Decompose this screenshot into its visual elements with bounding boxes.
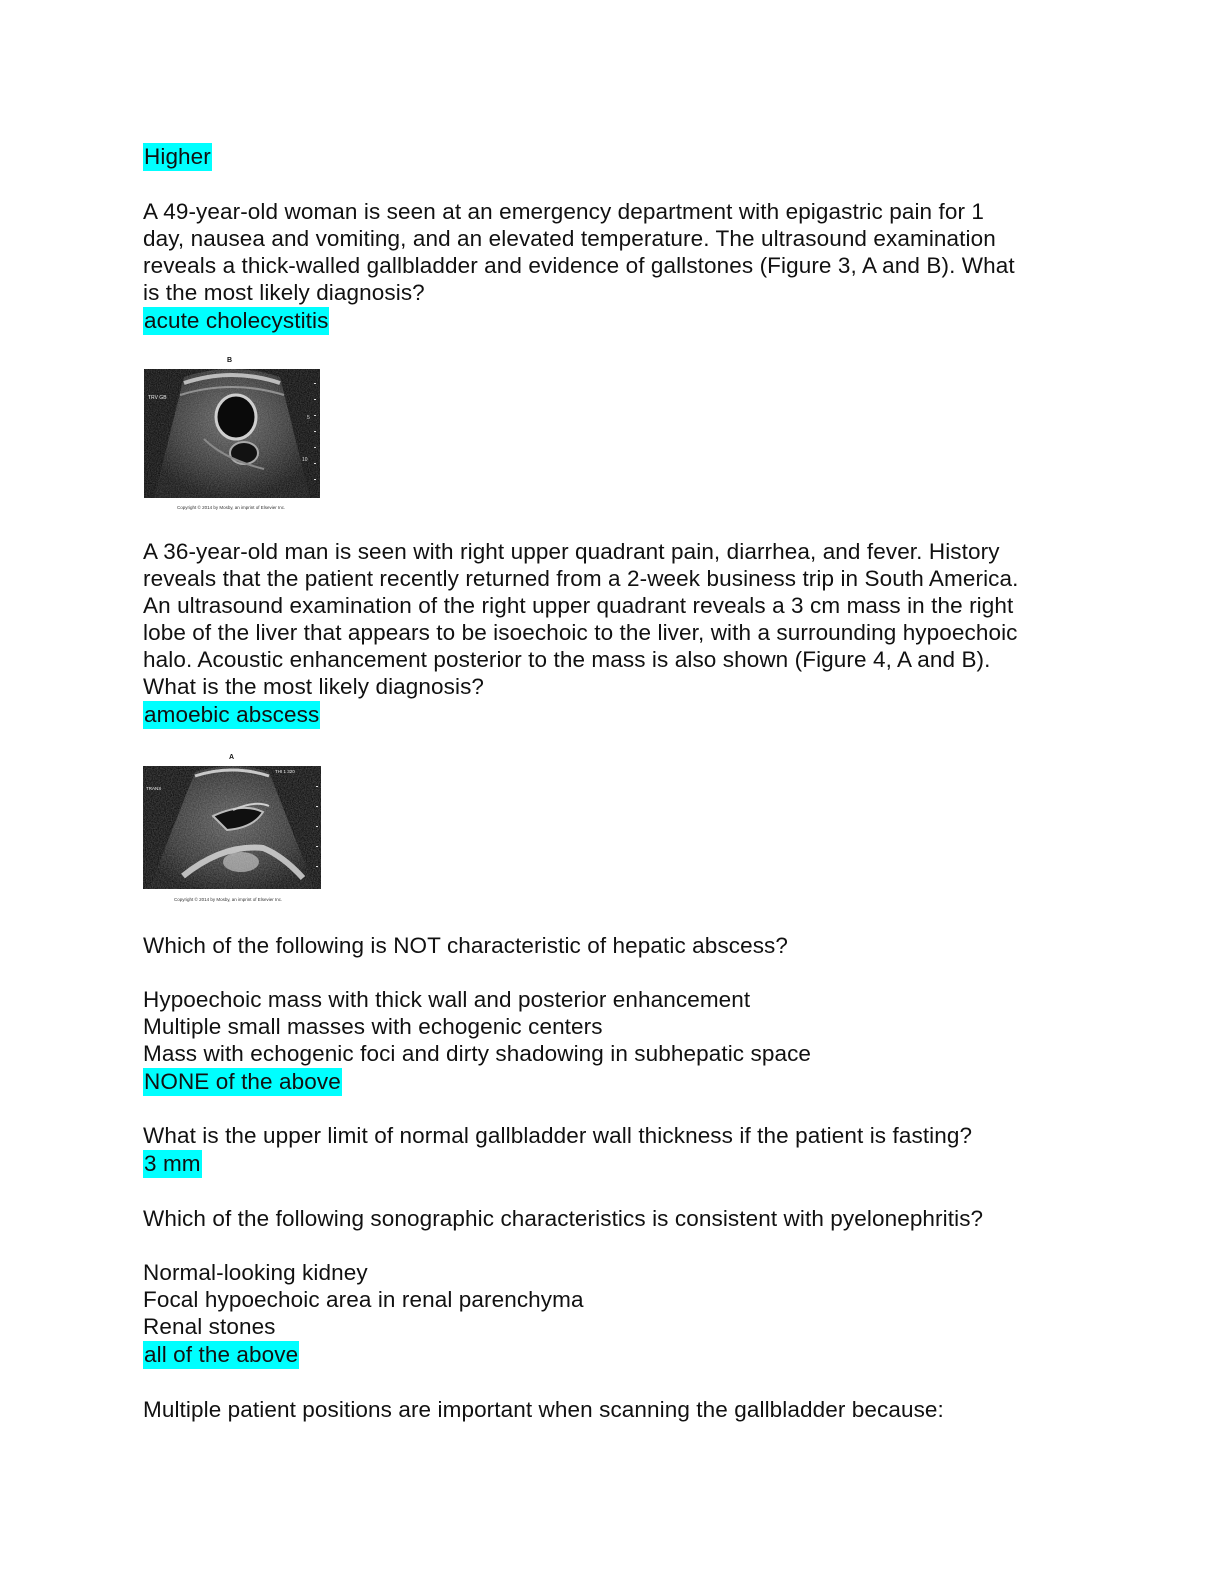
- q1-line-2: day, nausea and vomiting, and an elevated temperature. The ultrasound examination: [143, 226, 996, 251]
- q2-answer: [143, 701, 320, 728]
- figure-copyright: Copyright © 2014 by Mosby, an imprint of Elsevier Inc.: [177, 505, 286, 510]
- q2-line-6: What is the most likely diagnosis?: [143, 674, 485, 699]
- heading-highlight: Higher: [144, 144, 211, 169]
- q2-line-1: A 36-year-old man is seen with right upper quadrant pain, diarrhea, and fever. History: [143, 539, 1000, 564]
- section-heading: [143, 143, 212, 170]
- ultrasound-image-graphic: [144, 369, 320, 498]
- q3-answer-highlight: NONE of the above: [144, 1069, 341, 1094]
- q3-question: Which of the following is NOT characteristic of hepatic abscess?: [143, 933, 789, 958]
- q4-question: What is the upper limit of normal gallbladder wall thickness if the patient is fasting?: [143, 1123, 973, 1148]
- q1-line-3: reveals a thick-walled gallbladder and evidence of gallstones (Figure 3, A and B). What: [143, 253, 1015, 278]
- q5-option-2: Focal hypoechoic area in renal parenchyma: [143, 1287, 584, 1312]
- q2-line-2: reveals that the patient recently returned from a 2-week business trip in South America.: [143, 566, 1019, 591]
- ultrasound-settings-label: THI 1 320: [275, 769, 295, 774]
- q5-answer: [143, 1341, 299, 1368]
- ultrasound-image-graphic: [143, 766, 321, 889]
- q5-question: Which of the following sonographic characteristics is consistent with pyelonephritis?: [143, 1206, 984, 1231]
- ultrasound-image: [144, 369, 320, 498]
- q1-line-1: A 49-year-old woman is seen at an emergency department with epigastric pain for 1: [143, 199, 985, 224]
- q4-answer-highlight: 3 mm: [144, 1151, 201, 1176]
- figure-copyright: Copyright © 2014 by Mosby, an imprint of Elsevier Inc.: [174, 897, 283, 902]
- depth-scale-mid: 5: [307, 415, 310, 421]
- q3-option-2: Multiple small masses with echogenic centers: [143, 1014, 603, 1039]
- ultrasound-label: TRANS: [146, 786, 162, 791]
- q1-line-4: is the most likely diagnosis?: [143, 280, 425, 305]
- q3-answer: [143, 1068, 342, 1095]
- q2-line-4: lobe of the liver that appears to be isoechoic to the liver, with a surrounding hypoechoic: [143, 620, 1018, 645]
- figure-letter: B: [227, 357, 233, 364]
- q5-option-3: Renal stones: [143, 1314, 276, 1339]
- gallbladder-ultrasound-figure: [143, 355, 323, 515]
- q5-option-1: Normal-looking kidney: [143, 1260, 368, 1285]
- q3-option-1: Hypoechoic mass with thick wall and posterior enhancement: [143, 987, 751, 1012]
- q4-answer: [143, 1150, 202, 1177]
- figure-letter: A: [229, 754, 235, 761]
- q2-line-3: An ultrasound examination of the right upper quadrant reveals a 3 cm mass in the right: [143, 593, 1014, 618]
- q5-answer-highlight: all of the above: [144, 1342, 299, 1367]
- liver-ultrasound-figure: [143, 752, 325, 907]
- q2-answer-highlight: amoebic abscess: [144, 702, 320, 727]
- q2-line-5: halo. Acoustic enhancement posterior to the mass is also shown (Figure 4, A and B).: [143, 647, 991, 672]
- q1-answer: [143, 307, 329, 334]
- depth-scale-low: 10: [302, 457, 308, 463]
- q6-question: Multiple patient positions are important when scanning the gallbladder because:: [143, 1397, 944, 1422]
- ultrasound-label: TRV GB: [148, 395, 167, 401]
- q3-option-3: Mass with echogenic foci and dirty shadowing in subhepatic space: [143, 1041, 812, 1066]
- ultrasound-image: [143, 766, 321, 889]
- q1-answer-highlight: acute cholecystitis: [144, 308, 329, 333]
